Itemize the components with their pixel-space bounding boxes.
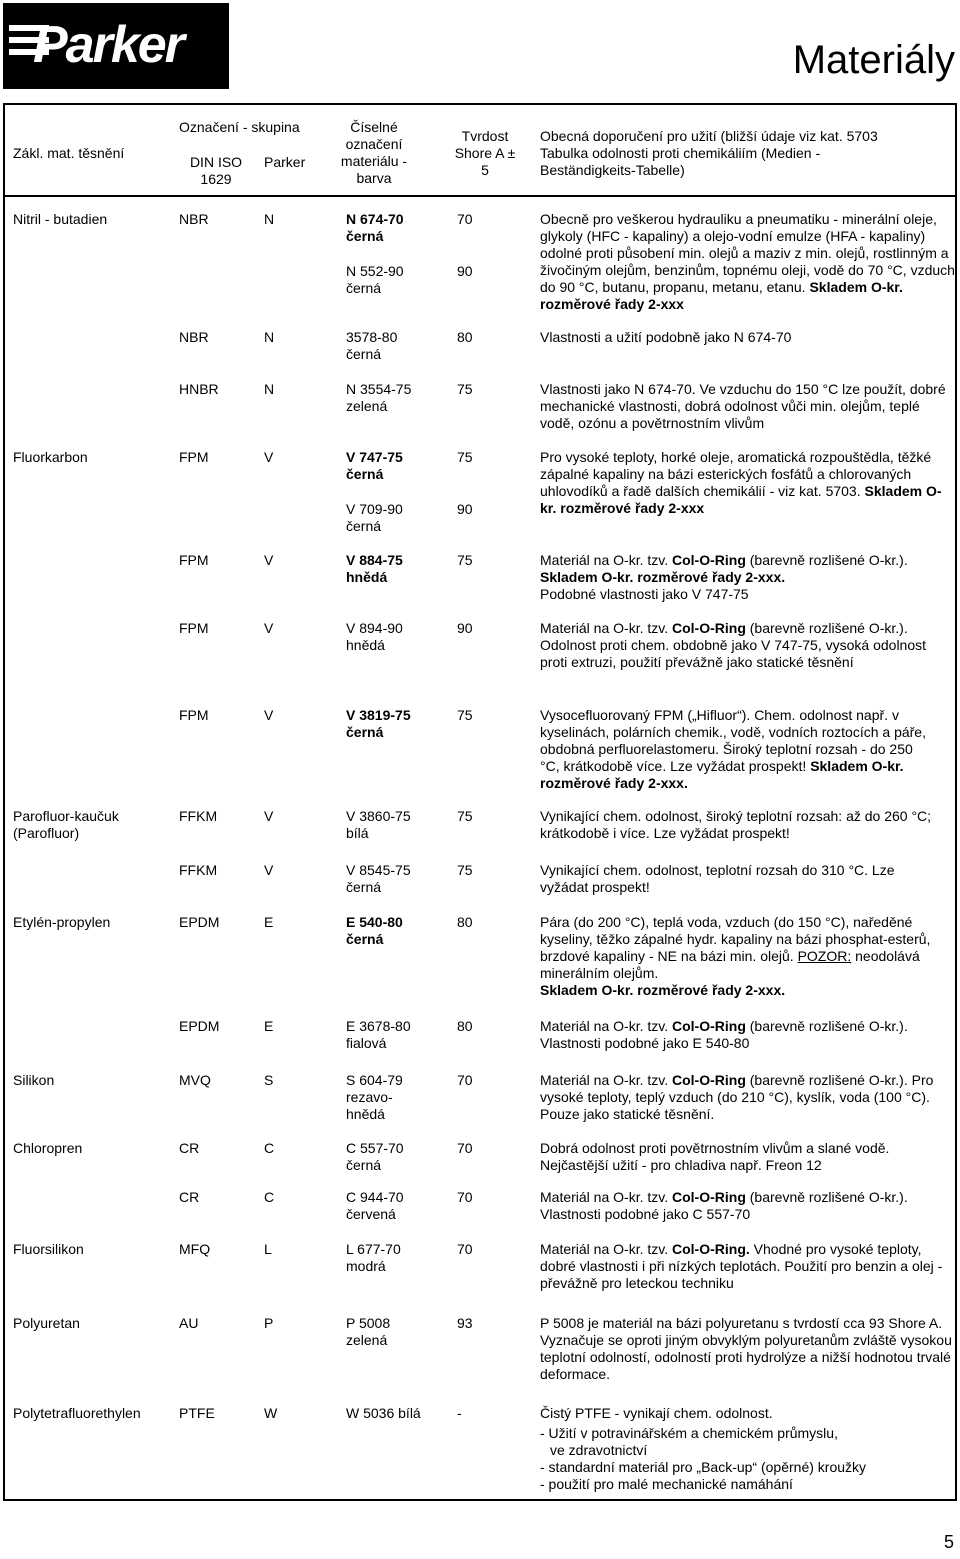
ptfe-line-4: - standardní materiál pro „Back-up“ (opěrné) kroužky — [540, 1459, 867, 1475]
row-compound — [346, 707, 411, 741]
row-hardness: 75 — [457, 808, 473, 824]
row-din: FPM — [179, 449, 209, 465]
row-compound — [346, 1315, 390, 1349]
row-parker: V — [264, 449, 274, 465]
ptfe-line-1: Čistý PTFE - vynikají chem. odolnost. — [540, 1405, 773, 1421]
row-din: FPM — [179, 552, 209, 568]
row-din: MFQ — [179, 1241, 211, 1257]
header-compound: Číselné označení materiálu - barva — [340, 119, 408, 186]
compound-code: V 747-75 — [346, 449, 403, 465]
row-din: PTFE — [179, 1405, 215, 1421]
row-parker: C — [264, 1189, 275, 1205]
compound-color: černá — [346, 346, 382, 362]
row-compound — [346, 1405, 421, 1422]
compound-color: zelená — [346, 398, 388, 414]
desc-mvq: Materiál na O-kr. tzv. Col-O-Ring (barevně rozlišené O-kr.). Pro vysoké teploty, teplý vzduch (do 210 °C), kyslík, voda (100 °C). Pouze jako statické těsnění. — [540, 1072, 934, 1122]
compound-code: C 557-70 — [346, 1140, 404, 1156]
compound-color: hnědá — [346, 569, 388, 585]
row-parker: V — [264, 862, 274, 878]
desc-fpm-884: Materiál na O-kr. tzv. Col-O-Ring (barevně rozlišené O-kr.). Skladem O-kr. rozměrové řady 2-xxx. Podobné vlastnosti jako V 747-75 — [540, 552, 908, 602]
row-parker: N — [264, 329, 275, 345]
compound-color: modrá — [346, 1258, 386, 1274]
row-parker: V — [264, 552, 274, 568]
row-compound — [346, 329, 397, 363]
row-din: MVQ — [179, 1072, 211, 1088]
desc-fpm-747: Pro vysoké teploty, horké oleje, aromatická rozpouštědla, těžké zápalné kapaliny na bázi esterických fosfátů a chlorovaných uhlovodíků a řadě dalších chemikálií - viz kat. 5703. Skladem O-kr. rozměrové řady 2-xxx — [540, 449, 942, 516]
row-compound — [346, 211, 404, 245]
compound-code: W 5036 bílá — [346, 1405, 421, 1421]
row-hardness: 70 — [457, 211, 473, 227]
row-material: Parofluor-kaučuk (Parofluor) — [13, 808, 119, 841]
row-compound — [346, 381, 411, 415]
row-hardness: 75 — [457, 862, 473, 878]
compound-color: hnědá — [346, 637, 385, 653]
row-hardness: 75 — [457, 381, 473, 397]
compound-code: V 894-90 — [346, 620, 403, 636]
row-hardness: 75 — [457, 552, 473, 568]
compound-code: 3578-80 — [346, 329, 398, 345]
ptfe-line-3: ve zdravotnictví — [550, 1442, 648, 1458]
desc-mfq: Materiál na O-kr. tzv. Col-O-Ring. Vhodné pro vysoké teploty, dobré vlastnosti i při nízkých teplotách. Použití pro benzin a olej - převážně pro leteckou techniku — [540, 1241, 943, 1291]
desc-ptfe — [540, 1405, 866, 1493]
row-material: Polyuretan — [13, 1315, 80, 1331]
row-parker: N — [264, 211, 275, 227]
page-number: 5 — [943, 1532, 954, 1552]
row-hardness: 75 — [457, 707, 473, 723]
row-hardness: 80 — [457, 914, 473, 930]
row-compound — [346, 1241, 401, 1275]
row-din: HNBR — [179, 381, 219, 397]
header-material: Zákl. mat. těsnění — [13, 145, 125, 161]
row-hardness: 90 — [457, 501, 473, 517]
row-hardness: 93 — [457, 1315, 473, 1331]
row-hardness: 70 — [457, 1241, 473, 1257]
row-hardness: 80 — [457, 1018, 473, 1034]
row-compound — [346, 263, 404, 297]
compound-code: V 3819-75 — [346, 707, 411, 723]
compound-color: červená — [346, 1206, 396, 1222]
row-din: CR — [179, 1189, 200, 1205]
desc-cr-557: Dobrá odolnost proti povětrnostním vlivům a slané vodě. Nejčastější užití - pro chladiva např. Freon 12 — [540, 1140, 890, 1173]
row-parker: E — [264, 1018, 274, 1034]
row-compound — [346, 552, 403, 586]
row-din: EPDM — [179, 914, 220, 930]
compound-code: C 944-70 — [346, 1189, 404, 1205]
row-parker: V — [264, 620, 274, 636]
parker-logo — [3, 3, 229, 89]
ptfe-line-2: - Užití v potravinářském a chemickém průmyslu, — [540, 1425, 838, 1441]
header-usage: Obecná doporučení pro užití (bližší údaje viz kat. 5703 Tabulka odolnosti proti chemikáliím (Medien - Beständigkeits-Tabelle) — [540, 128, 878, 178]
compound-code: N 3554-75 — [346, 381, 412, 397]
compound-color: černá — [346, 228, 384, 244]
row-material: Silikon — [13, 1072, 55, 1088]
row-material: Fluorsilikon — [13, 1241, 84, 1257]
row-parker: S — [264, 1072, 274, 1088]
logo-text: Parker — [33, 16, 183, 74]
compound-color: černá — [346, 466, 384, 482]
compound-code: V 884-75 — [346, 552, 403, 568]
compound-code: L 677-70 — [346, 1241, 401, 1257]
desc-fpm-3819: Vysocefluorovaný FPM („Hifluor“). Chem. odolnost např. v kyselinách, polárních chemik., vodě, vodních roztocích a páře, obdobná perfluorelastomeru. Široký teplotní rozsah - do 250 °C, krátkodobě více. Lze vyžádat prospekt! Skladem O-kr. rozměrové řady 2-xxx. — [540, 707, 926, 791]
row-parker: L — [264, 1241, 272, 1257]
row-din: EPDM — [179, 1018, 220, 1034]
row-hardness: 90 — [457, 263, 473, 279]
compound-color: černá — [346, 724, 384, 740]
desc-cr-944: Materiál na O-kr. tzv. Col-O-Ring (barevně rozlišené O-kr.). Vlastnosti podobné jako C 557-70 — [540, 1189, 908, 1222]
desc-hnbr: Vlastnosti jako N 674-70. Ve vzduchu do 150 °C lze použít, dobré mechanické vlastnosti, dobrá odolnost vůči min. olejům, teplé vodě, ozónu a povětrnostním vlivům — [540, 381, 946, 431]
page-title: Materiály — [792, 38, 955, 82]
compound-code: N 674-70 — [346, 211, 404, 227]
row-parker: P — [264, 1315, 274, 1331]
compound-color: černá — [346, 518, 382, 534]
compound-color: černá — [346, 280, 382, 296]
desc-ffkm-8545: Vynikající chem. odolnost, teplotní rozsah do 310 °C. Lze vyžádat prospekt! — [540, 862, 895, 895]
row-din: CR — [179, 1140, 200, 1156]
desc-epdm-540: Pára (do 200 °C), teplá voda, vzduch (do 150 °C), naředěné kyseliny, těžko zápalné hydr. kapaliny na bázi phosphat-esterů, brzdové kapaliny - NE na bázi min. olejů. POZOR: neodolává minerálním olejům. Skladem O-kr. rozměrové řady 2-xxx. — [540, 914, 931, 998]
row-hardness: 90 — [457, 620, 473, 636]
row-hardness: 70 — [457, 1140, 473, 1156]
row-din: NBR — [179, 211, 209, 227]
compound-color: černá — [346, 879, 382, 895]
row-din: NBR — [179, 329, 209, 345]
header-hardness: Tvrdost Shore A ± 5 — [454, 128, 516, 178]
desc-nbr-3578: Vlastnosti a užití podobně jako N 674-70 — [540, 329, 792, 345]
header-din: DIN ISO 1629 — [189, 154, 243, 187]
compound-code: N 552-90 — [346, 263, 404, 279]
row-parker: V — [264, 808, 274, 824]
row-compound — [346, 501, 403, 535]
row-hardness: 80 — [457, 329, 473, 345]
row-material: Fluorkarbon — [13, 449, 88, 465]
compound-color: zelená — [346, 1332, 388, 1348]
compound-code: E 540-80 — [346, 914, 403, 930]
compound-code: E 3678-80 — [346, 1018, 411, 1034]
row-compound — [346, 1018, 411, 1052]
row-compound — [346, 914, 403, 948]
desc-nbr-674: Obecně pro veškerou hydrauliku a pneumatiku - minerální oleje, glykoly (HFC - kapaliny) a olejo-vodní emulze (HFA - kapaliny) odolné proti působení min. olejů a maziv z min. olejů, rostlinným a živočiným olejům, benzinům, topnému oleji, vodě do 70 °C, vzduch do 90 °C, butanu, propanu, metanu, etanu. Skladem O-kr. rozměrové řady 2-xxx — [540, 211, 955, 312]
row-compound — [346, 862, 411, 896]
row-parker: N — [264, 381, 275, 397]
compound-color: hnědá — [346, 1106, 385, 1122]
compound-code: V 709-90 — [346, 501, 403, 517]
row-compound — [346, 1072, 403, 1123]
row-compound — [346, 620, 403, 654]
row-din: FPM — [179, 707, 209, 723]
row-din: FFKM — [179, 862, 218, 878]
row-compound — [346, 449, 403, 483]
compound-color: bílá — [346, 825, 369, 841]
compound-color: černá — [346, 1157, 382, 1173]
row-parker: W — [264, 1405, 278, 1421]
compound-code: P 5008 — [346, 1315, 391, 1331]
row-din: FPM — [179, 620, 209, 636]
row-hardness: 70 — [457, 1189, 473, 1205]
row-parker: C — [264, 1140, 275, 1156]
compound-color: černá — [346, 931, 384, 947]
row-hardness: - — [457, 1405, 462, 1421]
desc-ffkm-3860: Vynikající chem. odolnost, široký teplotní rozsah: až do 260 °C; krátkodobě i více. Lze vyžádat prospekt! — [540, 808, 932, 841]
compound-code: V 3860-75 — [346, 808, 411, 824]
compound-color: fialová — [346, 1035, 387, 1051]
row-compound — [346, 1189, 404, 1223]
row-material: Nitril - butadien — [13, 211, 108, 227]
desc-fpm-894: Materiál na O-kr. tzv. Col-O-Ring (barevně rozlišené O-kr.). Odolnost proti chem. obdobně jako V 747-75, vysoká odolnost proti extruzi, použití převážně jako statické těsnění — [540, 620, 927, 670]
compound-color: rezavo- — [346, 1089, 393, 1105]
ptfe-line-5: - použití pro malé mechanické namáhání — [540, 1476, 793, 1492]
desc-epdm-3678: Materiál na O-kr. tzv. Col-O-Ring (barevně rozlišené O-kr.). Vlastnosti podobné jako E 540-80 — [540, 1018, 908, 1051]
row-material: Etylén-propylen — [13, 914, 111, 930]
row-material: Chloropren — [13, 1140, 83, 1156]
row-compound — [346, 808, 411, 842]
row-compound — [346, 1140, 404, 1174]
desc-au: P 5008 je materiál na bázi polyuretanu s tvrdostí cca 93 Shore A. Vyznačuje se oproti jiným obvyklým polyuretanům zvláště vysokou teplotní odolností, odolností proti hydrolýze a nižší hodnotou trvalé deformace. — [540, 1315, 952, 1382]
compound-code: V 8545-75 — [346, 862, 411, 878]
row-material: Polytetrafluorethylen — [13, 1405, 141, 1421]
row-din: AU — [179, 1315, 199, 1331]
row-parker: V — [264, 707, 274, 723]
row-din: FFKM — [179, 808, 218, 824]
row-parker: E — [264, 914, 274, 930]
row-hardness: 70 — [457, 1072, 473, 1088]
header-divider — [3, 195, 957, 197]
compound-code: S 604-79 — [346, 1072, 403, 1088]
header-parker: Parker — [264, 154, 306, 170]
header-group: Označení - skupina — [179, 119, 300, 135]
row-hardness: 75 — [457, 449, 473, 465]
